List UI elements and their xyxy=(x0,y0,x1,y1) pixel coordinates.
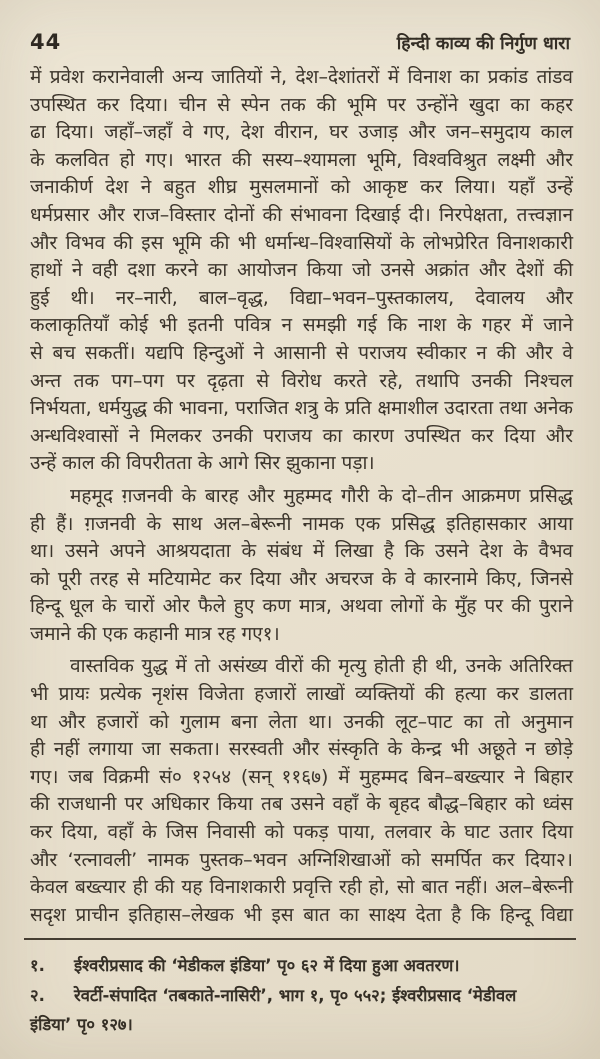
paragraph xyxy=(30,64,573,478)
text-line: उन्हें काल की विपरीतता के आगे सिर झुकाना पड़ा। xyxy=(30,452,375,475)
paragraph xyxy=(30,483,573,649)
text-line: उपस्थित कर दिया। चीन से स्पेन तक की भूमि पर उन्होंने खुदा का कहर xyxy=(30,93,573,116)
text-line: में प्रवेश करानेवाली अन्य जातियों ने, देश–देशांतरों में विनाश का प्रकांड तांडव xyxy=(30,66,573,88)
text-line: भी प्रायः प्रत्येक नृशंस विजेता हजारों लाखों व्यक्तियों की हत्या कर डालता xyxy=(30,683,573,706)
footnote-marker: १. xyxy=(30,956,45,976)
paragraph xyxy=(30,653,573,929)
text-line: से बच सकतीं। यद्यपि हिन्दुओं ने आसानी से पराजय स्वीकार न की और वे xyxy=(30,341,573,364)
text-line: अन्धविश्वासों ने मिलकर उनकी पराजय का कारण उपस्थित कर दिया और xyxy=(30,424,573,447)
footnote-line xyxy=(30,981,573,1011)
running-header-title: हिन्दी काव्य की निर्गुण धारा xyxy=(396,34,570,54)
footnote-marker: २. xyxy=(30,985,45,1005)
text-line: वास्तविक युद्ध में तो असंख्य वीरों की मृत्यु होती ही थी, उनके अतिरिक्त xyxy=(70,655,573,678)
text-line: और ‘रत्नावली’ नामक पुस्तक–भवन अग्निशिखाओं को समर्पित कर दिया२। xyxy=(30,848,573,871)
footnote-continuation-line: इंडिया’ पृ० १२७। xyxy=(30,1015,133,1035)
footnotes xyxy=(0,940,600,1040)
text-line: गए। जब विक्रमी सं० १२५४ (सन् ११६७) में मुहम्मद बिन–बख्त्यार ने बिहार xyxy=(30,765,573,788)
text-line: जमाने की एक कहानी मात्र रह गए१। xyxy=(30,622,280,645)
text-line: कर दिया, वहाँ के जिस निवासी को पकड़ पाया, तलवार के घाट उतार दिया xyxy=(30,821,573,844)
text-line: हाथों ने वही दशा करने का आयोजन किया जो उनसे अक्रांत और देशों की xyxy=(30,259,573,282)
text-line: जनाकीर्ण देश ने बहुत शीघ्र मुसलमानों को आकृष्ट कर लिया। यहाँ उन्हें xyxy=(30,176,573,199)
text-line: निर्भयता, धर्मयुद्ध की भावना, पराजित शत्रु के प्रति क्षमाशील उदारता तथा अनेक xyxy=(30,397,573,420)
text-line: था और हजारों को गुलाम बना लेता था। उनकी लूट–पाट का तो अनुमान xyxy=(30,710,573,733)
text-line: अन्त तक पग–पग पर दृढ़ता से विरोध करते रहे, तथापि उनकी निश्चल xyxy=(30,369,573,392)
body-text xyxy=(0,55,600,929)
text-line: ढा दिया। जहाँ–जहाँ वे गए, देश वीरान, घर उजाड़ और जन–समुदाय काल xyxy=(30,121,573,144)
page-header xyxy=(0,0,600,55)
footnote-line xyxy=(30,951,573,981)
text-line: की राजधानी पर अधिकार किया तब उसने वहाँ के बृहद बौद्ध–बिहार को ध्वंस xyxy=(30,793,573,816)
text-line: ही हैं। ग़जनवी के साथ अल–बेरूनी नामक एक प्रसिद्ध इतिहासकार आया xyxy=(30,512,573,535)
text-line: हुई थी। नर–नारी, बाल–वृद्ध, विद्या–भवन–पुस्तकालय, देवालय और xyxy=(30,286,573,309)
text-line: के कलवित हो गए। भारत की सस्य–श्यामला भूमि, विश्वविश्रुत लक्ष्मी और xyxy=(30,148,573,171)
text-line: सदृश प्राचीन इतिहास–लेखक भी इस बात का साक्ष्य देता है कि हिन्दू विद्या xyxy=(30,903,573,926)
text-line: हिन्दू धूल के चारों ओर फैले हुए कण मात्र, अथवा लोगों के मुँह पर की पुराने xyxy=(30,595,573,618)
text-line: धर्मप्रसार और राज–विस्तार दोनों की संभावना दिखाई दी। निरपेक्षता, तत्त्वज्ञान xyxy=(30,203,573,226)
page-number: 44 xyxy=(30,30,62,54)
text-line: और विभव की इस भूमि की भी धर्मान्ध–विश्वासियों के लोभप्रेरित विनाशकारी xyxy=(30,231,573,254)
footnote-text: ईश्वरीप्रसाद की ‘मेडीकल इंडिया’ पृ० ६२ में दिया हुआ अवतरण। xyxy=(74,956,460,976)
text-line: महमूद ग़जनवी के बारह और मुहम्मद गौरी के दो–तीन आक्रमण प्रसिद्ध xyxy=(70,484,573,507)
footnote-text: रेवर्टी-संपादित ‘तबकाते-नासिरी’, भाग १, पृ० ५५२; ईश्वरीप्रसाद ‘मेडीवल xyxy=(74,985,517,1005)
text-line: था। उसने अपने आश्रयदाता के संबंध में लिखा है कि उसने देश के वैभव xyxy=(30,540,573,563)
text-line: को पूरी तरह से मटियामेट कर दिया और अचरज के वे कारनामे किए, जिनसे xyxy=(30,567,573,590)
text-line: कलाकृतियाँ कोई भी इतनी पवित्र न समझी गई कि नाश के गहर में जाने xyxy=(30,314,573,337)
text-line: केवल बख्त्यार ही की यह विनाशकारी प्रवृत्ति रही हो, सो बात नहीं। अल–बेरूनी xyxy=(30,876,573,899)
text-line: ही नहीं लगाया जा सकता। सरस्वती और संस्कृति के केन्द्र भी अछूते न छोड़े xyxy=(30,738,573,761)
